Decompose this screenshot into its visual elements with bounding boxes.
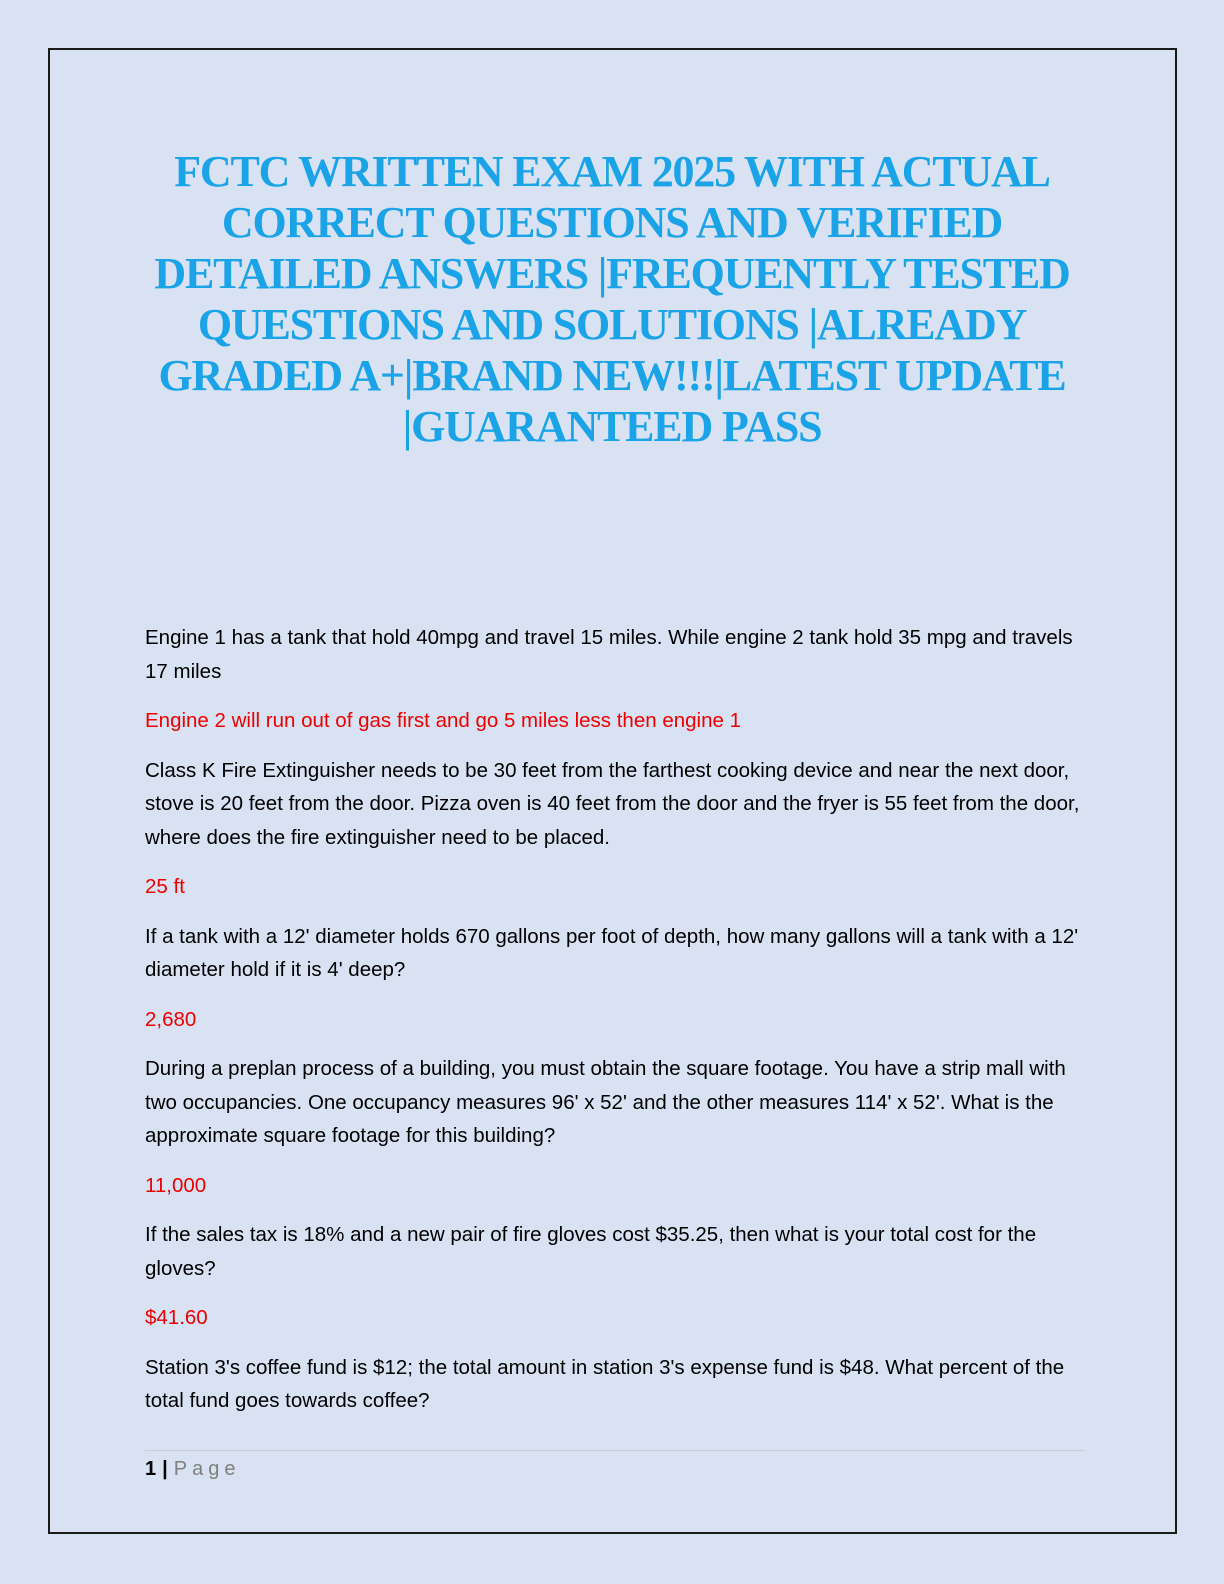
qa-item [145, 1052, 1090, 1202]
qa-item [145, 1351, 1090, 1418]
page-label: Page [173, 1458, 241, 1480]
question-text: Class K Fire Extinguisher needs to be 30 feet from the farthest cooking device and near the next door, stove is 20 feet from the door. Pizza oven is 40 feet from the door and the fryer is 55 feet from the door, where does the fire extinguisher need to be placed. [145, 758, 1080, 849]
question-text: Engine 1 has a tank that hold 40mpg and travel 15 miles. While engine 2 tank hold 35 mpg and travels 17 miles [145, 626, 1073, 683]
answer-text: $41.60 [145, 1306, 208, 1329]
qa-item [145, 621, 1090, 738]
qa-item [145, 1218, 1090, 1335]
qa-list [145, 621, 1090, 1434]
qa-item [145, 754, 1090, 904]
answer-text: 11,000 [145, 1173, 207, 1197]
answer-text: 2,680 [145, 1007, 197, 1031]
page-separator: | [162, 1458, 168, 1480]
question-text: Station 3's coffee fund is $12; the total amount in station 3's expense fund is $48. What percent of the total fund goes towards coffee? [145, 1355, 1065, 1412]
answer-text: 25 ft [145, 875, 185, 898]
page-number: 1 [145, 1458, 157, 1480]
page-footer [145, 1454, 240, 1484]
document-title: FCTC WRITTEN EXAM 2025 WITH ACTUAL CORRECT QUESTIONS AND VERIFIED DETAILED ANSWERS |FREQUENTLY TESTED QUESTIONS AND SOLUTIONS |ALREADY GRADED A+|BRAND NEW!!!|LATEST UPDATE |GUARANTEED PASS [154, 147, 1070, 451]
footer-divider [145, 1450, 1085, 1451]
question-text: During a preplan process of a building, you must obtain the square footage. You have a strip mall with two occupancies. One occupancy measures 96' x 52' and the other measures 114' x 52'. What is the approximate square footage for this building? [145, 1057, 1066, 1147]
qa-item [145, 920, 1090, 1037]
answer-text: Engine 2 will run out of gas first and go 5 miles less then engine 1 [145, 709, 741, 732]
question-text: If the sales tax is 18% and a new pair of fire gloves cost $35.25, then what is your total cost for the gloves? [145, 1223, 1037, 1280]
question-text: If a tank with a 12' diameter holds 670 gallons per foot of depth, how many gallons will a tank with a 12' diameter hold if it is 4' deep? [145, 924, 1079, 981]
